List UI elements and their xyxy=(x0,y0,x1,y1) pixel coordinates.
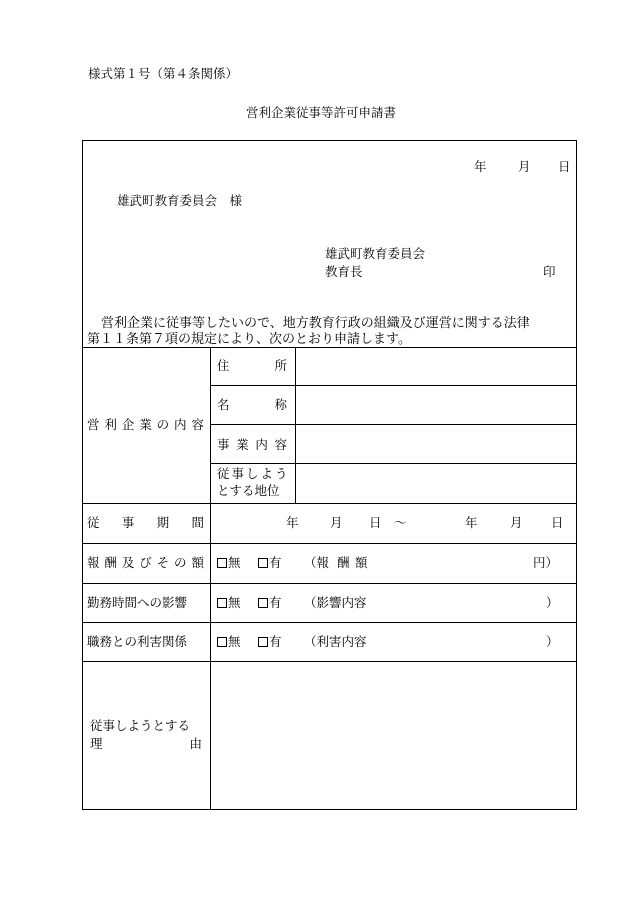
interest-label: 職務との利害関係 xyxy=(87,634,188,649)
checkbox-icon[interactable] xyxy=(258,558,268,568)
divider xyxy=(210,385,577,386)
remuneration-close: 円） xyxy=(533,555,559,570)
divider xyxy=(82,622,577,623)
checkbox-icon[interactable] xyxy=(217,637,227,647)
interest-yes-option[interactable]: 有 xyxy=(258,636,282,649)
company-heading-char: 利 xyxy=(104,417,117,432)
work-hours-label: 勤務時間への影響 xyxy=(87,595,188,610)
period-wave-dash: ～ xyxy=(394,515,407,530)
interest-close: ） xyxy=(546,634,559,649)
work-hours-close: ） xyxy=(546,595,559,610)
applicant-org: 雄武町教育委員会 xyxy=(325,246,426,261)
business-label: 事 業 内 容 xyxy=(217,437,287,452)
period-end-day: 日 xyxy=(551,515,564,530)
period-end-month: 月 xyxy=(510,515,523,530)
company-heading-char: 企 xyxy=(121,417,135,432)
divider xyxy=(295,347,296,503)
work-hours-none-option[interactable]: 無 xyxy=(217,597,241,610)
company-heading-char: 内 xyxy=(174,417,187,432)
period-label: 従 事 期 間 xyxy=(87,515,204,530)
reason-label-line1: 従事しようとする xyxy=(90,718,191,733)
remuneration-detail-open: （報 xyxy=(304,555,330,570)
remuneration-label: 報 酬 及 び そ の 額 xyxy=(87,555,204,570)
company-heading-char: 業 xyxy=(139,417,152,432)
period-start-year: 年 xyxy=(286,515,299,530)
period-start-day: 日 xyxy=(369,515,382,530)
remuneration-detail-last: 額 xyxy=(355,555,368,570)
period-start-month: 月 xyxy=(330,515,343,530)
date-year: 年 xyxy=(474,159,487,174)
body-text-line1: 営利企業に従事等したいので、地方教育行政の組織及び運営に関する法律 xyxy=(101,316,530,331)
company-name-label: 名 称 xyxy=(217,397,287,412)
work-hours-detail: （影響内容 xyxy=(304,595,367,610)
company-heading-char: 容 xyxy=(191,417,204,432)
position-label-line1: 従事しよう xyxy=(217,466,290,481)
document-title: 営利企業従事等許可申請書 xyxy=(246,105,397,120)
seal-mark: 印 xyxy=(543,264,556,279)
divider xyxy=(82,543,577,544)
company-heading-spread xyxy=(87,419,204,432)
position-label-line2: とする地位 xyxy=(217,483,280,498)
checkbox-icon[interactable] xyxy=(217,598,227,608)
interest-none-option[interactable]: 無 xyxy=(217,636,241,649)
period-end-year: 年 xyxy=(465,515,478,530)
applicant-title: 教育長 xyxy=(325,264,363,279)
form-number-label: 様式第１号（第４条関係） xyxy=(88,66,239,81)
addressee: 雄武町教育委員会 様 xyxy=(117,193,243,208)
checkbox-icon[interactable] xyxy=(217,558,227,568)
divider xyxy=(210,347,211,810)
divider xyxy=(210,424,577,425)
date-day: 日 xyxy=(558,159,571,174)
company-heading-char: 営 xyxy=(87,417,100,432)
remuneration-yes-option[interactable]: 有 xyxy=(258,557,282,570)
divider xyxy=(82,661,577,662)
work-hours-yes-option[interactable]: 有 xyxy=(258,597,282,610)
body-text-line2: 第１１条第７項の規定により、次のとおり申請します。 xyxy=(87,332,411,347)
remuneration-detail-word: 酬 xyxy=(337,555,350,570)
date-month: 月 xyxy=(518,159,531,174)
address-label: 住 所 xyxy=(217,358,287,373)
checkbox-icon[interactable] xyxy=(258,637,268,647)
divider xyxy=(210,463,577,464)
divider xyxy=(82,503,577,504)
reason-label-line2: 理 由 xyxy=(90,736,202,751)
company-heading-char: の xyxy=(156,417,170,432)
application-form xyxy=(82,140,577,810)
interest-detail: （利害内容 xyxy=(304,634,367,649)
divider xyxy=(82,347,577,348)
checkbox-icon[interactable] xyxy=(258,598,268,608)
remuneration-none-option[interactable]: 無 xyxy=(217,557,241,570)
divider xyxy=(82,583,577,584)
